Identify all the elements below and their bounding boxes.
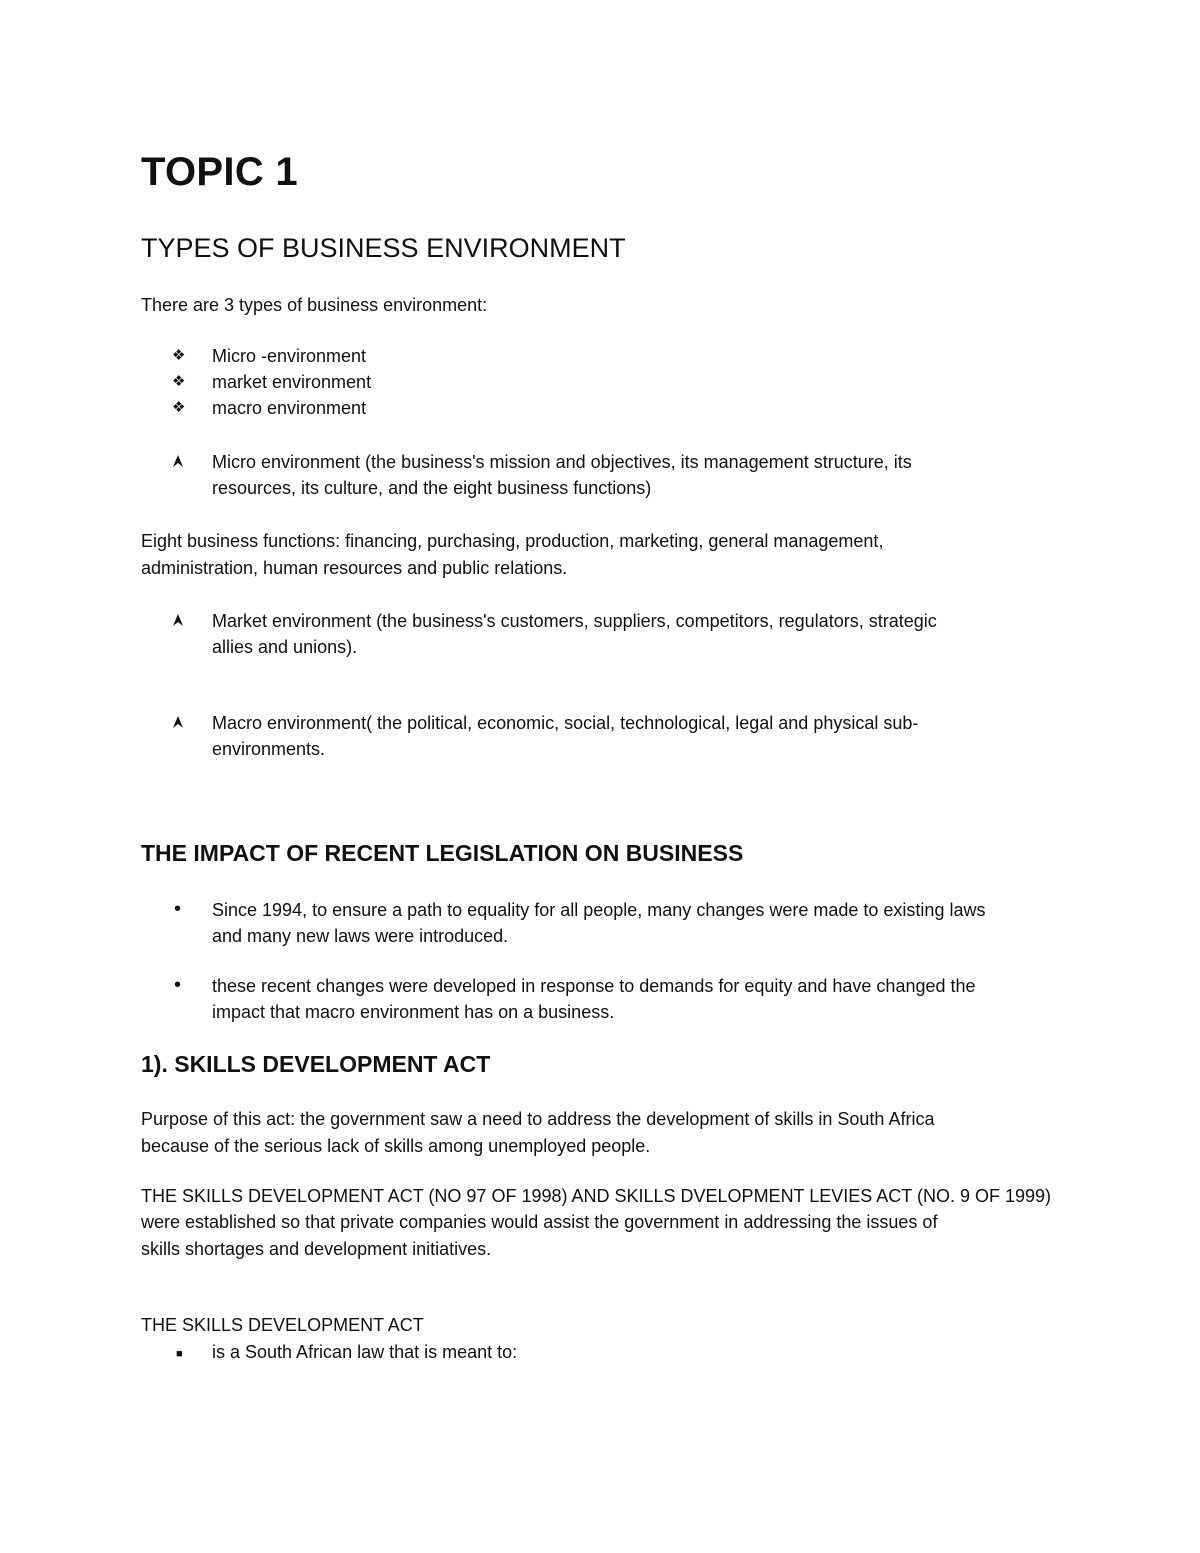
diamond-bullet-icon: ❖ xyxy=(172,399,186,416)
arrowhead-icon xyxy=(172,715,184,729)
list-item-text: Macro environment( the political, economic, social, technological, legal and physical sub- xyxy=(212,713,919,733)
paragraph: Eight business functions: financing, purchasing, production, marketing, general management, xyxy=(141,531,884,551)
diamond-bullet-icon: ❖ xyxy=(172,347,186,364)
bullet-icon: • xyxy=(174,974,182,996)
list-item-text: allies and unions). xyxy=(212,637,358,657)
section-heading: THE IMPACT OF RECENT LEGISLATION ON BUSINESS xyxy=(141,840,744,866)
intro-text: There are 3 types of business environment: xyxy=(141,295,488,315)
list-item-text: and many new laws were introduced. xyxy=(212,926,509,946)
bullet-icon: • xyxy=(174,898,182,920)
list-item-text: Market environment (the business's customers, suppliers, competitors, regulators, strategic xyxy=(212,611,937,631)
arrow-bullet-icon xyxy=(172,711,198,737)
paragraph: administration, human resources and public relations. xyxy=(141,558,568,578)
list-item-text: market environment xyxy=(212,372,372,392)
list-item-text: Micro -environment xyxy=(212,346,367,366)
list-item-text: resources, its culture, and the eight business functions) xyxy=(212,478,652,498)
list-item-text: impact that macro environment has on a business. xyxy=(212,1002,615,1022)
paragraph: because of the serious lack of skills among unemployed people. xyxy=(141,1136,651,1156)
list-item-text: Micro environment (the business's mission and objectives, its management structure, its xyxy=(212,452,912,472)
arrow-bullet-icon xyxy=(172,609,198,635)
list-item-text: is a South African law that is meant to: xyxy=(212,1342,518,1362)
paragraph: skills shortages and development initiatives. xyxy=(141,1239,492,1259)
list-item-text: environments. xyxy=(212,739,326,759)
square-bullet-icon: ■ xyxy=(176,1348,183,1360)
arrow-bullet-icon xyxy=(172,450,198,476)
paragraph: THE SKILLS DEVELOPMENT ACT (NO 97 OF 1998) AND SKILLS DVELOPMENT LEVIES ACT (NO. 9 OF 1999) xyxy=(141,1186,1051,1206)
list-item-text: Since 1994, to ensure a path to equality for all people, many changes were made to existing laws xyxy=(212,900,986,920)
section-subtitle: TYPES OF BUSINESS ENVIRONMENT xyxy=(141,233,626,263)
list-item-text: macro environment xyxy=(212,398,367,418)
paragraph: THE SKILLS DEVELOPMENT ACT xyxy=(141,1315,424,1335)
section-heading: 1). SKILLS DEVELOPMENT ACT xyxy=(141,1051,491,1077)
diamond-bullet-icon: ❖ xyxy=(172,373,186,390)
list-item-text: these recent changes were developed in response to demands for equity and have changed the xyxy=(212,976,976,996)
page-title: TOPIC 1 xyxy=(141,150,298,194)
paragraph: were established so that private companies would assist the government in addressing the issues of xyxy=(141,1212,938,1232)
arrowhead-icon xyxy=(172,613,184,627)
arrowhead-icon xyxy=(172,454,184,468)
paragraph: Purpose of this act: the government saw a need to address the development of skills in South Africa xyxy=(141,1109,935,1129)
